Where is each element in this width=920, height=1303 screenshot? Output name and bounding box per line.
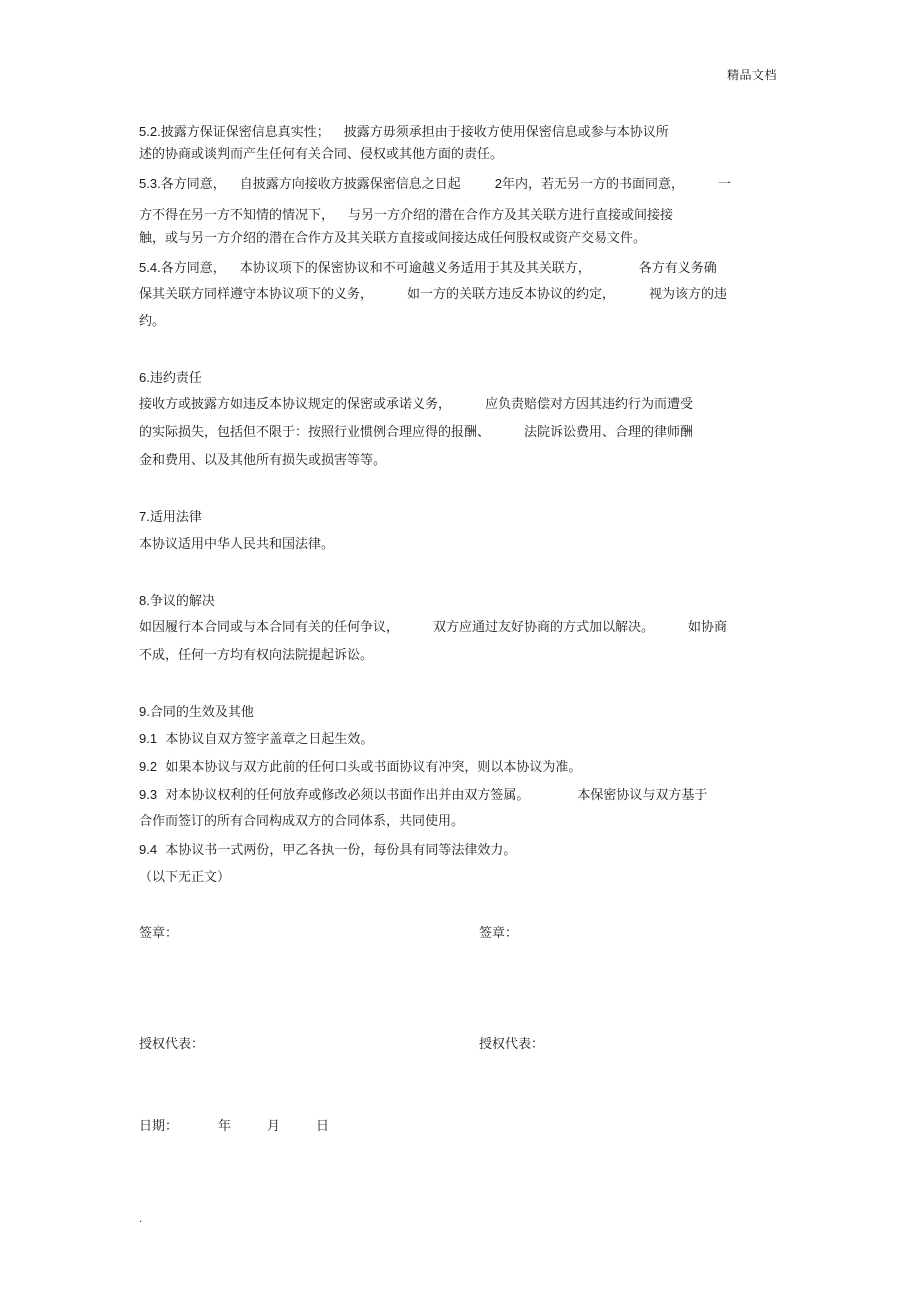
rep-label-right: 授权代表： — [479, 1037, 545, 1052]
clause-text: 各方同意， — [160, 177, 226, 192]
clause-text: 如因履行本合同或与本合同有关的任何争议， — [139, 620, 400, 635]
clause-text: 各方同意， — [160, 261, 226, 276]
clause-5-2-line-1 — [139, 123, 669, 142]
clause-5-4-line-3: 约。 — [139, 314, 166, 329]
date-label: 日期： — [139, 1119, 179, 1134]
clause-text: 如一方的关联方违反本协议的约定， — [407, 287, 616, 302]
section-number: 8. — [139, 593, 150, 608]
clause-text: 本协议书一式两份，甲乙各执一份，每份具有同等法律效力。 — [165, 843, 517, 858]
clause-text: 对本协议权利的任何放弃或修改必须以书面作出并由双方签属。 — [165, 788, 530, 803]
clause-number: 9.2 — [139, 759, 158, 774]
page-header: 精品文档 — [726, 68, 777, 82]
clause-text: 的实际损失，包括但不限于：按照行业惯例合理应得的报酬、 — [139, 425, 491, 440]
clause-text: 自披露方向接收方披露保密信息之日起 — [239, 177, 461, 192]
clause-number: 9.4 — [139, 842, 158, 857]
clause-9-3-line-2: 合作而签订的所有合同构成双方的合同体系，共同使用。 — [139, 814, 465, 829]
end-note: （以下无正文） — [139, 870, 231, 885]
clause-text: 年内，若无另一方的书面同意， — [501, 177, 684, 192]
clause-5-3-line-1 — [139, 175, 731, 194]
date-line — [139, 1118, 329, 1136]
clause-5-3-line-2 — [139, 207, 673, 225]
clause-text: 方不得在另一方不知情的情况下， — [139, 208, 335, 223]
clause-number: 5.4. — [139, 260, 161, 275]
clause-9-4 — [139, 841, 516, 860]
clause-9-1 — [139, 730, 373, 749]
clause-text: 各方有义务确 — [638, 261, 717, 276]
footer-dot: . — [139, 1214, 143, 1225]
clause-text: 如果本协议与双方此前的任何口头或书面协议有冲突，则以本协议为准。 — [165, 760, 582, 775]
clause-text: 本协议自双方签字盖章之日起生效。 — [165, 732, 374, 747]
section-number: 9. — [139, 704, 150, 719]
section-6-line-2 — [139, 424, 693, 442]
section-8-line-1 — [139, 619, 727, 637]
section-number: 7. — [139, 509, 150, 524]
clause-5-3-line-3: 触，或与另一方介绍的潜在合作方及其关联方直接或间接达成任何股权或资产交易文件。 — [139, 231, 647, 246]
clause-5-2-line-2: 述的协商或谈判而产生任何有关合同、侵权或其他方面的责任。 — [139, 147, 504, 162]
clause-text: 应负责赔偿对方因其违约行为而遭受 — [485, 397, 694, 412]
clause-number-value: 2 — [494, 176, 502, 191]
date-day: 日 — [316, 1119, 330, 1134]
section-7-heading — [139, 508, 202, 527]
seal-label-left: 签章： — [139, 926, 179, 941]
clause-text: 本协议项下的保密协议和不可逾越义务适用于其及其关联方， — [239, 261, 591, 276]
section-6-line-1 — [139, 396, 693, 414]
clause-text: 披露方毋须承担由于接收方使用保密信息或参与本协议所 — [343, 125, 669, 140]
clause-number: 9.1 — [139, 731, 158, 746]
date-year: 年 — [218, 1119, 232, 1134]
section-8-line-2: 不成，任何一方均有权向法院提起诉讼。 — [139, 648, 374, 663]
clause-text: 接收方或披露方如违反本协议规定的保密或承诺义务， — [139, 397, 452, 412]
clause-text: 保其关联方同样遵守本协议项下的义务， — [139, 287, 374, 302]
rep-label-left: 授权代表： — [139, 1037, 205, 1052]
clause-text: 如协商 — [688, 620, 728, 635]
clause-text: 一 — [717, 177, 731, 192]
clause-5-4-line-2 — [139, 286, 727, 304]
clause-9-2 — [139, 758, 581, 777]
section-title: 争议的解决 — [149, 594, 215, 609]
clause-number: 9.3 — [139, 787, 158, 802]
clause-text: 与另一方介绍的潜在合作方及其关联方进行直接或间接接 — [348, 208, 674, 223]
section-6-heading — [139, 369, 202, 388]
clause-text: 披露方保证保密信息真实性； — [160, 125, 330, 140]
section-9-heading — [139, 703, 254, 722]
clause-number: 5.3. — [139, 176, 161, 191]
clause-text: 视为该方的违 — [649, 287, 728, 302]
clause-9-3-line-1 — [139, 786, 707, 805]
seal-label-right: 签章： — [479, 926, 519, 941]
clause-text: 本保密协议与双方基于 — [577, 788, 708, 803]
clause-text: 双方应通过友好协商的方式加以解决。 — [433, 620, 655, 635]
date-month: 月 — [267, 1119, 281, 1134]
clause-text: 法院诉讼费用、合理的律师酬 — [524, 425, 694, 440]
clause-number: 5.2. — [139, 124, 161, 139]
section-title: 违约责任 — [149, 371, 202, 386]
section-title: 适用法律 — [149, 510, 202, 525]
section-8-heading — [139, 592, 215, 611]
section-6-line-3: 金和费用、以及其他所有损失或损害等等。 — [139, 453, 387, 468]
section-number: 6. — [139, 370, 150, 385]
section-7-line-1: 本协议适用中华人民共和国法律。 — [139, 537, 335, 552]
clause-5-4-line-1 — [139, 259, 717, 278]
section-title: 合同的生效及其他 — [149, 705, 254, 720]
